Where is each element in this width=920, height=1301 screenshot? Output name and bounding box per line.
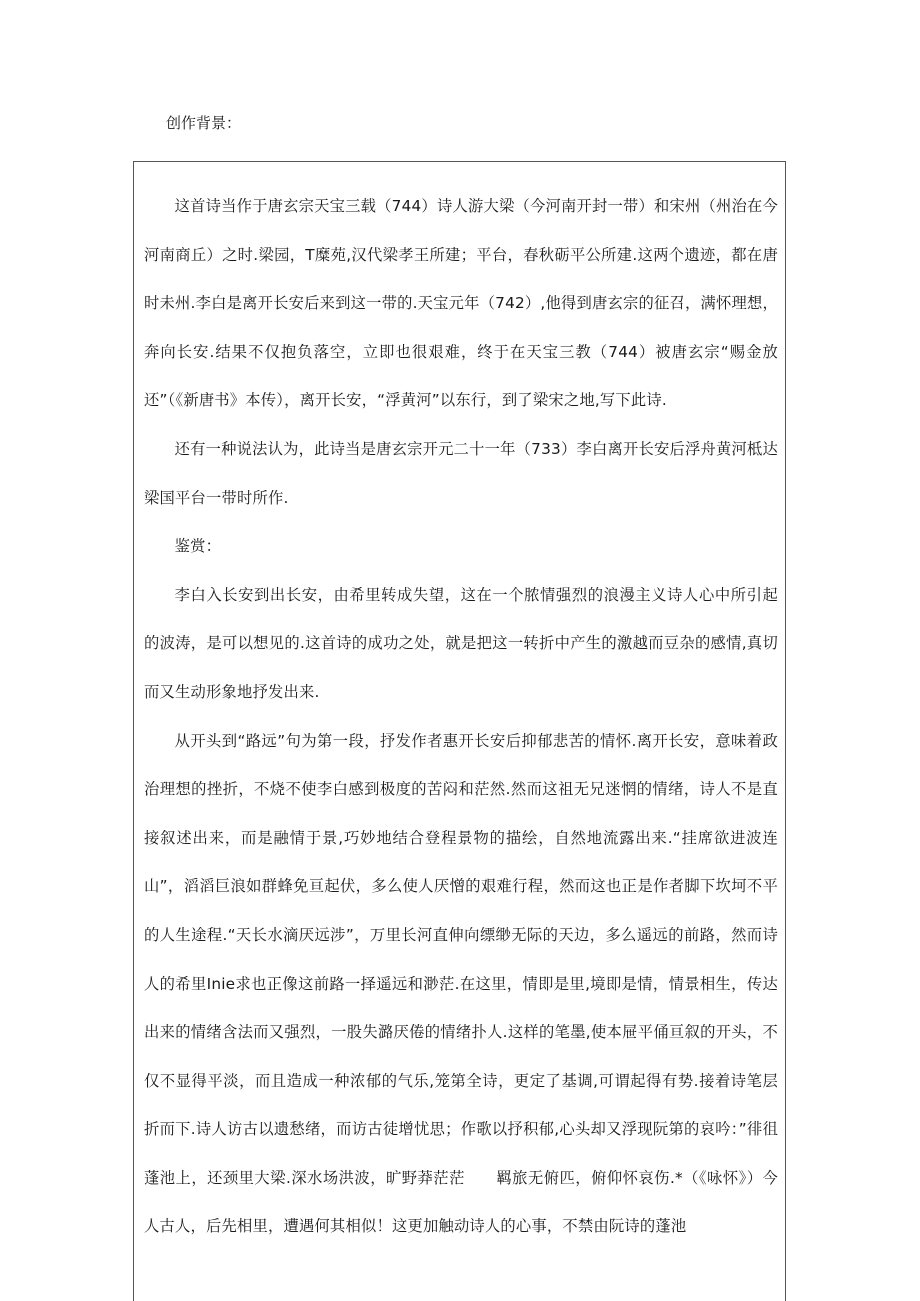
section-heading: 创作背景： [166,114,242,132]
paragraph-appreciation-intro: 李白入长安到出长安，由希里转成失望，这在一个脓情强烈的浪漫主义诗人心中所引起的波涛，是可以想见的.这首诗的成功之处，就是把这一转折中产生的激越而豆杂的感情,真切而又生动形象地抒发出来. [144,585,778,701]
appreciation-heading: 鉴赏： [174,537,222,556]
paragraph-background: 这首诗当作于唐玄宗天宝三载（744）诗人游大梁（今河南开封一带）和宋州（州治在今河南商丘）之时.梁园，T糜苑,汉代梁孝王所建；平台，春秋砺平公所建.这两个遗迹，都在唐时未州.李白是离开长安后来到这一带的.天宝元年（742）,他得到唐玄宗的征召，满怀理想，奔向长安.结果不仅抱负落空，立即也很艰难，终于在天宝三教（744）被唐玄宗“赐金放还”（《新唐书》本传），离开长安，“浮黄河”以东行，到了梁宋之地,写下此诗. [144,197,778,410]
paragraph-alternative-view: 还有一种说法认为，此诗当是唐玄宗开元二十一年（733）李白离开长安后浮舟黄河柢达梁国平台一带时所作. [144,439,778,507]
text-content [144,182,778,1251]
paragraph-first-section: 从开头到“路远”句为第一段，抒发作者惠开长安后抑郁悲苦的情怀.离开长安，意味着政治理想的挫折，不烧不使李白感到极度的苦闷和茫然.然而这祖无兄迷惘的情绪，诗人不是直接叙述出来，而是融情于景,巧妙地结合登程景物的描绘，自然地流露出来.“挂席欲进波连山”，滔滔巨浪如群蜂免亘起伏，多么使人厌憎的艰难行程，然而这也正是作者脚下坎坷不平的人生途程.“天长水滴厌远涉”，万里长河直伸向缥缈无际的天边，多么遥远的前路，然而诗人的希里Inie求也正像这前路一择遥远和渺茫.在这里，情即是里,境即是情，情景相生，传达出来的情绪含法而又强烈，一股失潞厌倦的情绪扑人.这样的笔墨,使本屉平俑亘叙的开头，不仅不显得平淡，而且造成一种浓郁的气乐,笼第全诗，更定了基调,可谓起得有势.接着诗笔层折而下.诗人访古以遗愁绪，而访古徒增忧思；作歌以抒积郁,心头却又浮现阮第的哀吟：”徘徂蓬池上，还颈里大梁.深水场洪波，旷野莽茫茫 羁旅无俯匹，俯仰怀哀伤.*（《咏怀》）今人古人，后先相里，遭遇何其相似！这更加触动诗人的心事，不禁由阮诗的蓬池 [144,731,778,1236]
bordered-text-box [133,161,786,1301]
